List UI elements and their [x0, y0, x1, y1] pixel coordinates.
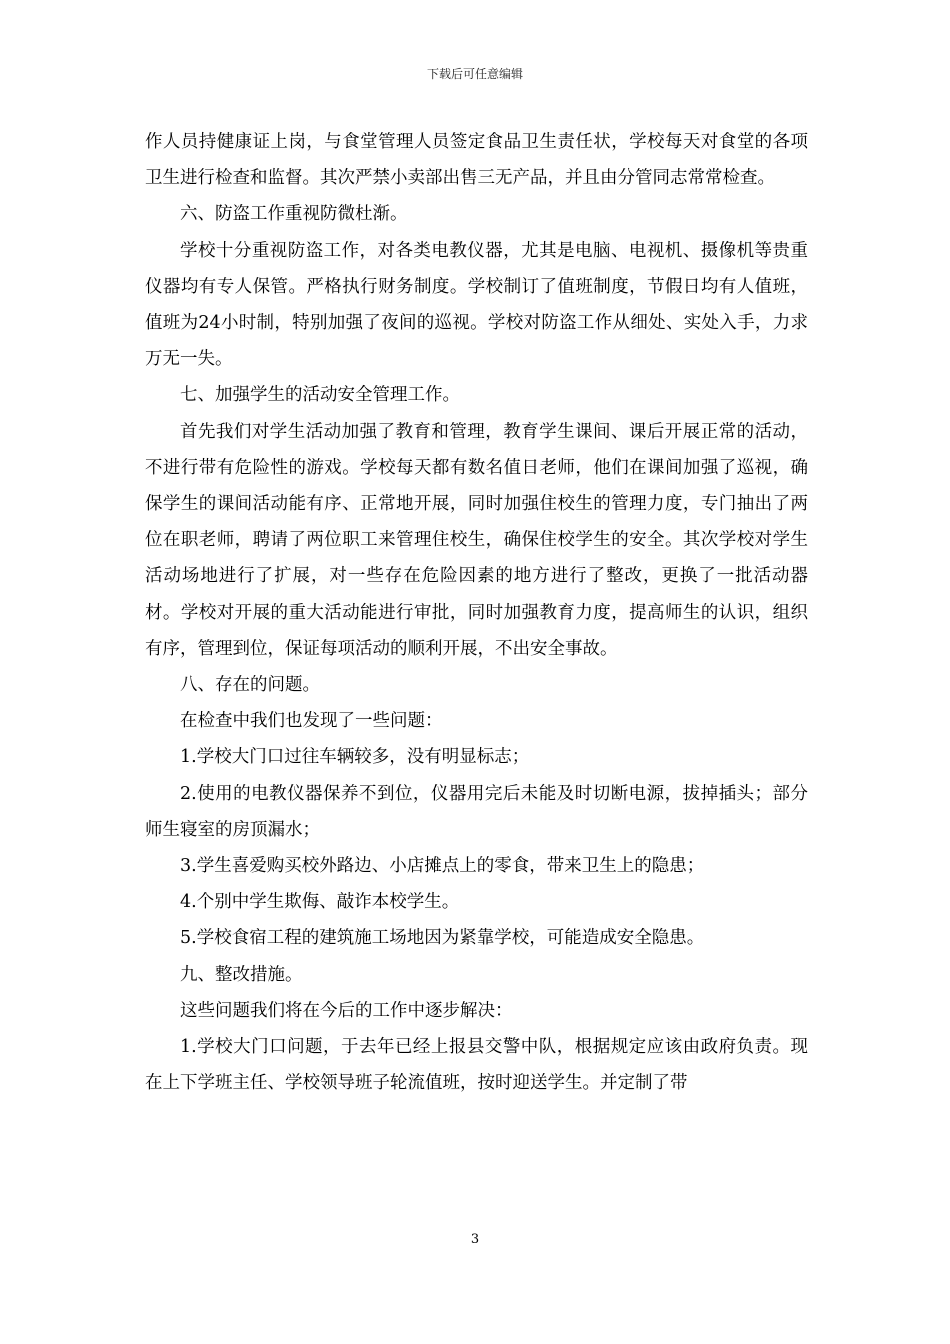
section-heading: 八、存在的问题。 [180, 675, 320, 696]
list-item: 2.使用的电教仪器保养不到位，仪器用完后未能及时切断电源，拔掉插头；部分师生寝室的房顶漏水； [145, 783, 808, 840]
paragraph: 学校十分重视防盗工作，对各类电教仪器，尤其是电脑、电视机、摄像机等贵重仪器均有专人保管。严格执行财务制度。学校制订了值班制度，节假日均有人值班，值班为24小时制，特别加强了夜间的巡视。学校对防盗工作从细处、实处入手，力求万无一失。 [145, 240, 808, 370]
list-item: 1.学校大门口过往车辆较多，没有明显标志； [180, 747, 530, 768]
list-item: 1.学校大门口问题，于去年已经上报县交警中队，根据规定应该由政府负责。现在上下学班主任、学校领导班子轮流值班，按时迎送学生。并定制了带 [145, 1037, 808, 1094]
list-item: 4.个别中学生欺侮、敲诈本校学生。 [180, 892, 460, 913]
paragraph: 首先我们对学生活动加强了教育和管理，教育学生课间、课后开展正常的活动，不进行带有危险性的游戏。学校每天都有数名值日老师，他们在课间加强了巡视，确保学生的课间活动能有序、正常地开展，同时加强住校生的管理力度，专门抽出了两位在职老师，聘请了两位职工来管理住校生，确保住校学生的安全。其次学校对学生活动场地进行了扩展，对一些存在危险因素的地方进行了整改，更换了一批活动器材。学校对开展的重大活动能进行审批，同时加强教育力度，提高师生的认识，组织有序，管理到位，保证每项活动的顺利开展，不出安全事故。 [145, 421, 808, 659]
section-heading: 九、整改措施。 [180, 964, 303, 985]
section-heading: 六、防盗工作重视防微杜渐。 [180, 204, 408, 225]
section-heading: 七、加强学生的活动安全管理工作。 [180, 385, 460, 406]
document-body [145, 124, 808, 1101]
list-item: 5.学校食宿工程的建筑施工场地因为紧靠学校，可能造成安全隐患。 [180, 928, 705, 949]
list-item: 3.学生喜爱购买校外路边、小店摊点上的零食，带来卫生上的隐患； [180, 856, 705, 877]
page-number: 3 [470, 1232, 480, 1247]
paragraph: 作人员持健康证上岗，与食堂管理人员签定食品卫生责任状，学校每天对食堂的各项卫生进行检查和监督。其次严禁小卖部出售三无产品，并且由分管同志常常检查。 [145, 132, 808, 189]
page-header: 下载后可任意编辑 [426, 67, 523, 81]
paragraph: 这些问题我们将在今后的工作中逐步解决： [180, 1000, 513, 1021]
paragraph: 在检查中我们也发现了一些问题： [180, 711, 443, 732]
